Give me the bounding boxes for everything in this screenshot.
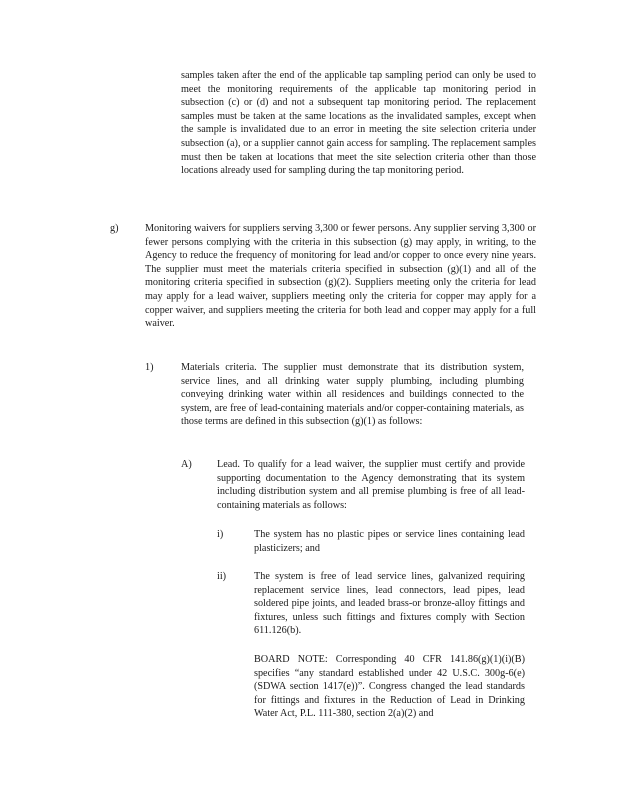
item-A-paragraph: Lead. To qualify for a lead waiver, the supplier must certify and provide supporting documentation to the Agency demonstrating that its system including distribution system and all premise plumbing is free of all lead-containing materials as follows: bbox=[217, 459, 525, 511]
item-ii-paragraph: The system is free of lead service lines, galvanized requiring replacement service lines, lead connectors, lead pipes, lead soldered pipe joints, and leaded brass-or bronze-alloy fittings and fixtures, unless such fittings and fixtures comply with Section 611.126(b). bbox=[254, 571, 525, 637]
section-g-paragraph: Monitoring waivers for suppliers serving 3,300 or fewer persons. Any supplier serving 3,300 or fewer persons complying with the criteria in this subsection (g) may apply, in writing, to the Agency to reduce the frequency of monitoring for lead and/or copper to once every nine years. The supplier must meet the materials criteria specified in subsection (g)(1) and all of the monitoring criteria specified in subsection (g)(2). Suppliers meeting only the criteria for lead may apply for a lead waiver, suppliers meeting only the criteria for copper may apply for a copper waiver, and suppliers meeting the criteria for both lead and copper may apply for a full waiver. bbox=[145, 223, 536, 330]
item-i-paragraph: The system has no plastic pipes or service lines containing lead plasticizers; and bbox=[254, 529, 525, 554]
item-ii-marker: ii) bbox=[217, 571, 227, 582]
continuation-paragraph: samples taken after the end of the applicable tap sampling period can only be used to meet the monitoring requirements of the applicable tap monitoring period in subsection (c) or (d) and not a subsequent tap monitoring period. The replacement samples must be taken at the same locations as the invalidated samples, except when the sample is invalidated due to an error in meeting the site selection criteria under subsection (a), or a supplier cannot gain access for sampling. The replacement samples must then be taken at locations that meet the site selection criteria other than those locations already used for sampling during the tap monitoring period. bbox=[181, 70, 536, 177]
item-A-marker: A) bbox=[181, 459, 192, 470]
item-1-paragraph: Materials criteria. The supplier must demonstrate that its distribution system, service lines, and all drinking water supply plumbing, including plumbing conveying drinking water within all residences and buildings connected to the system, are free of lead-containing materials and/or copper-containing materials, as those terms are defined in this subsection (g)(1) as follows: bbox=[181, 362, 524, 428]
section-g-marker: g) bbox=[110, 223, 119, 234]
item-1-marker: 1) bbox=[145, 362, 154, 373]
item-i-marker: i) bbox=[217, 529, 224, 540]
board-note: BOARD NOTE: Corresponding 40 CFR 141.86(g)(1)(i)(B) specifies “any standard established under 42 U.S.C. 300g-6(e) (SDWA section 1417(e))”. Congress changed the lead standards for fittings and fixtures in the Reduction of Lead in Drinking Water Act, P.L. 111-380, section 2(a)(2) and bbox=[254, 654, 525, 720]
